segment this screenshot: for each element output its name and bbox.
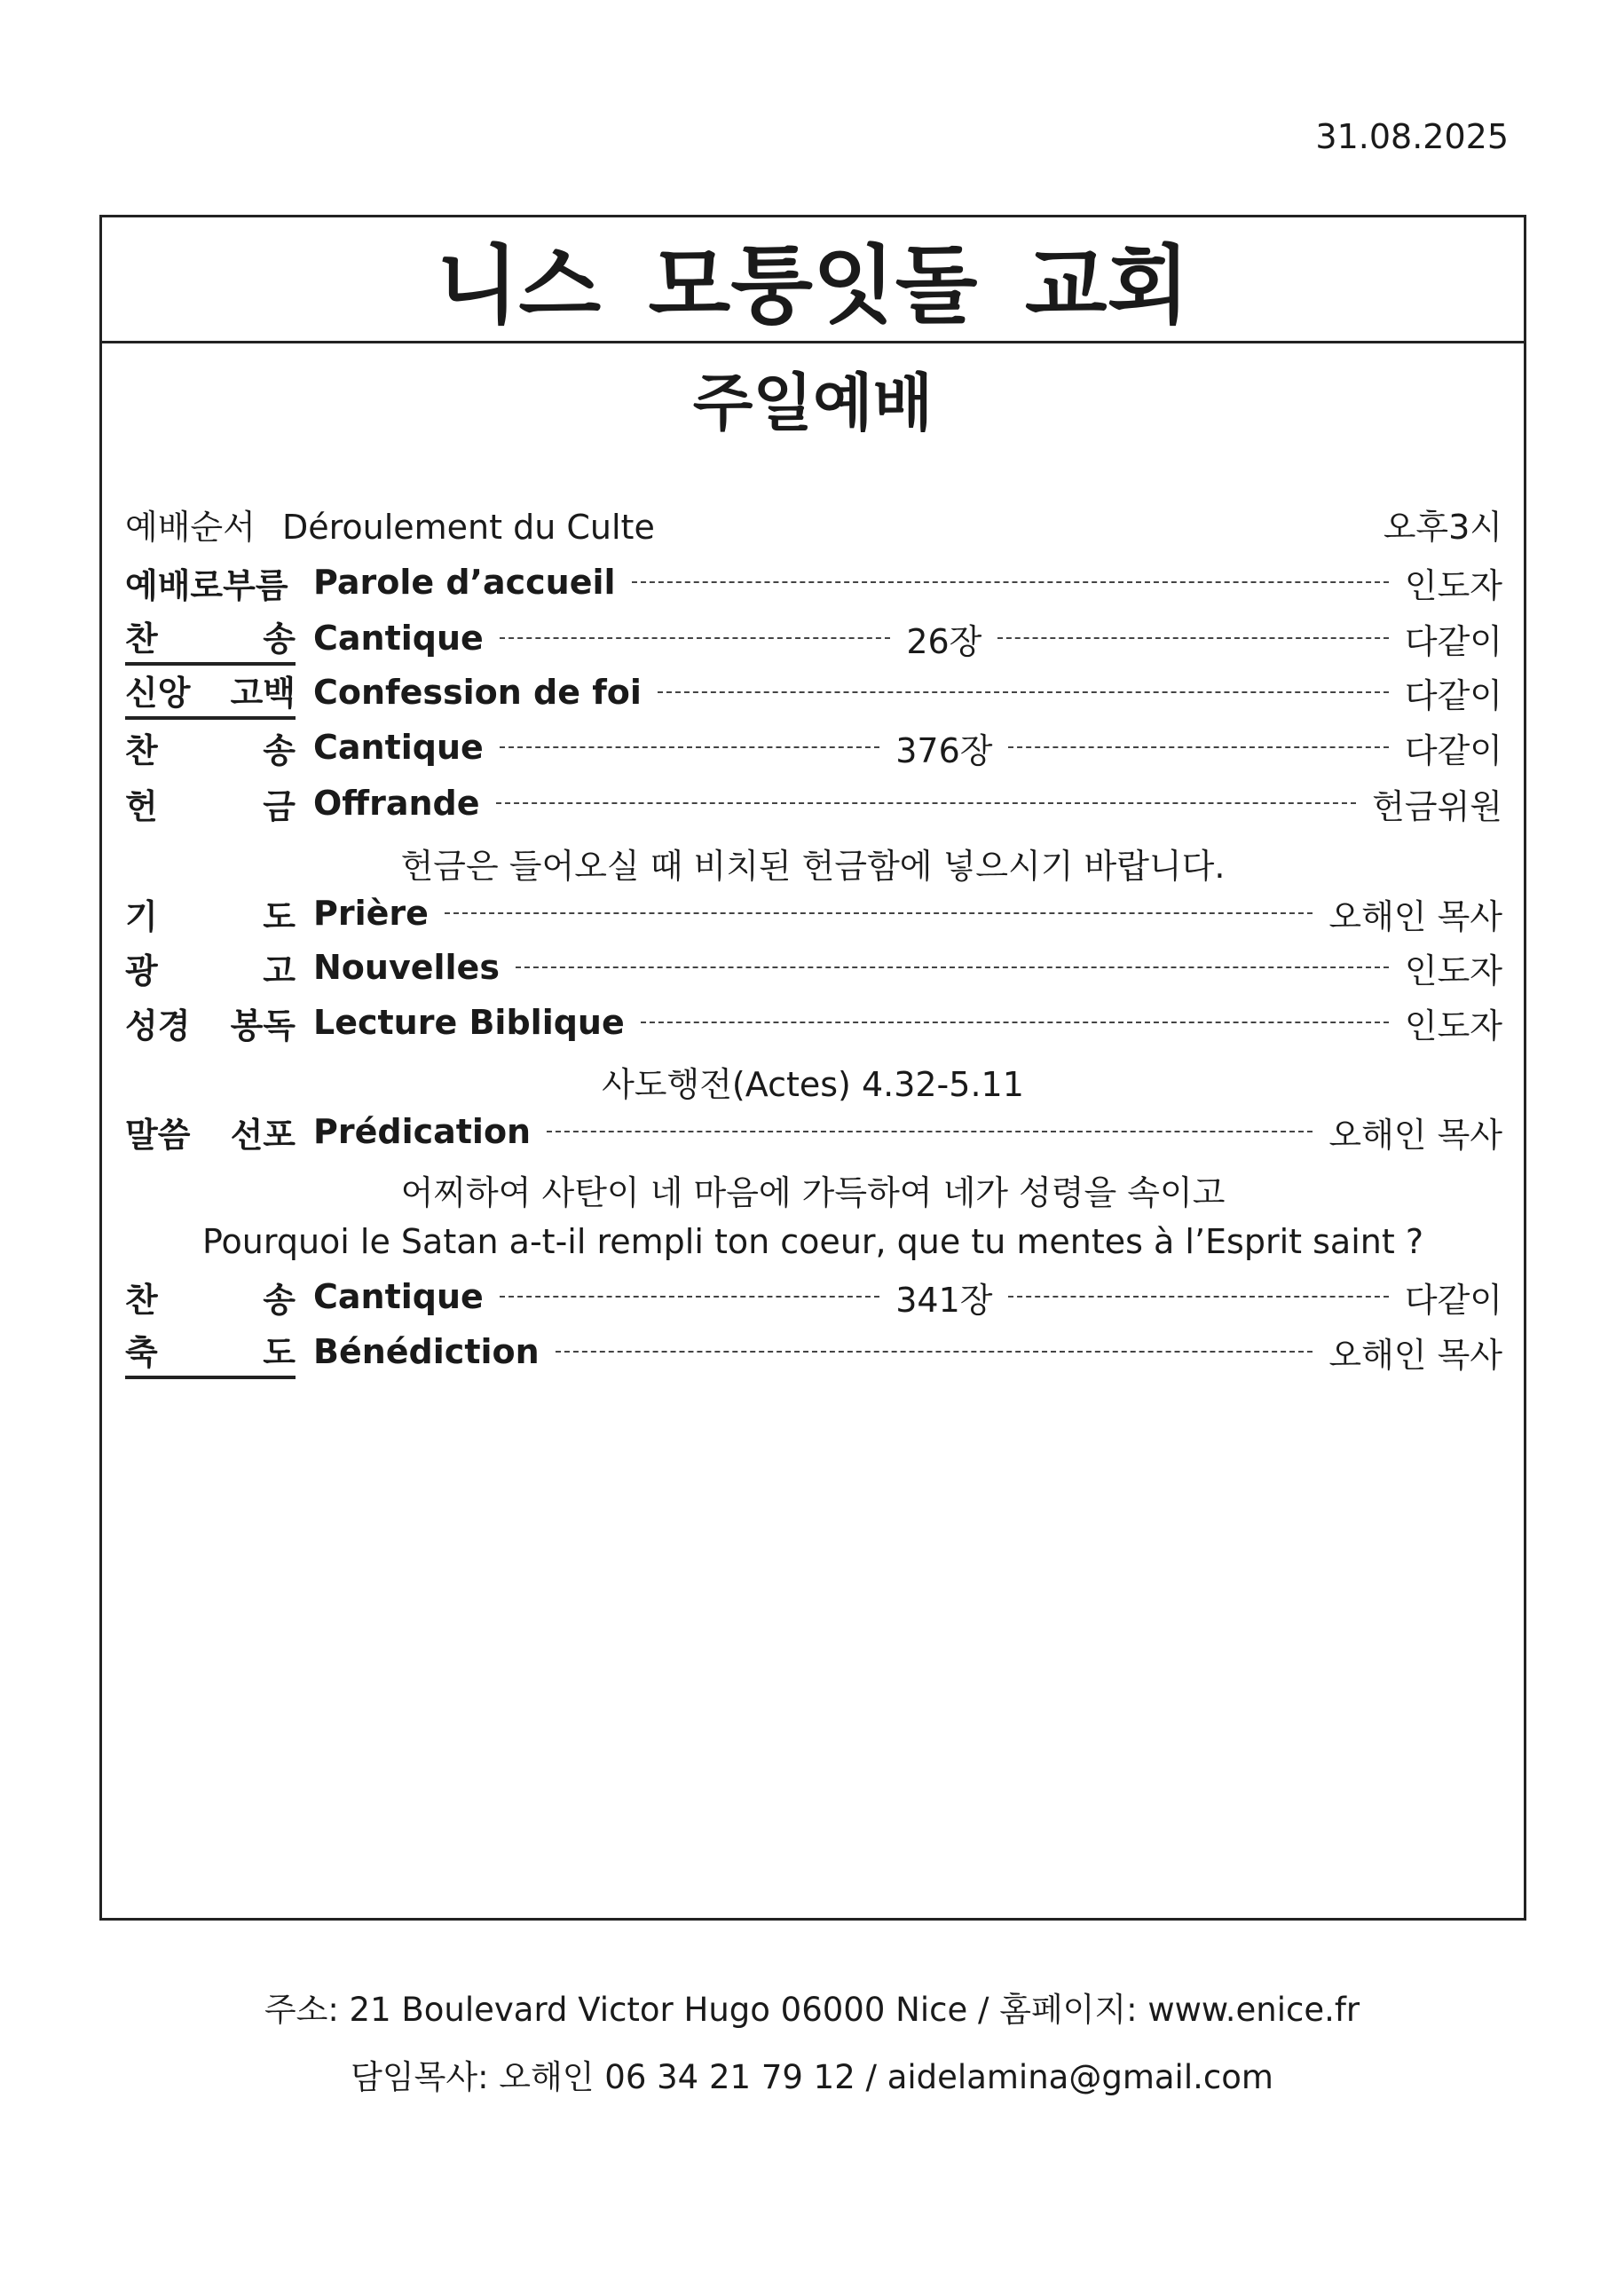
leader-dots — [500, 746, 879, 748]
leader-dots — [997, 637, 1389, 639]
leader-dots — [658, 691, 1389, 693]
item-leader: 다같이 — [1404, 621, 1502, 661]
order-item-benediction: 축 도 Bénédiction 오해인 목사 — [125, 1325, 1502, 1378]
leader-dots — [445, 912, 1313, 914]
leader-dots — [1008, 1296, 1388, 1298]
item-ko-label: 광 — [125, 951, 158, 990]
item-fr-label: Bénédiction — [313, 1332, 540, 1371]
order-label-ko: 예배순서 — [125, 508, 256, 547]
bulletin-date: 31.08.2025 — [1315, 117, 1509, 156]
item-fr-label: Offrande — [313, 784, 480, 823]
item-leader: 오해인 목사 — [1328, 1335, 1502, 1375]
footer-pastor-contact: 담임목사: 오해인 06 34 21 79 12 / aidelamina@gmail.com — [351, 2058, 1273, 2096]
item-leader: 오해인 목사 — [1328, 1115, 1502, 1155]
item-leader: 인도자 — [1404, 565, 1502, 605]
item-leader: 오해인 목사 — [1328, 896, 1502, 936]
order-item-offering: 헌 금 Offrande 헌금위원 — [125, 777, 1502, 830]
order-item-hymn-1: 찬 송 Cantique 26장 다같이 — [125, 611, 1502, 665]
order-item-hymn-3: 찬 송 Cantique 341장 다같이 — [125, 1270, 1502, 1323]
leader-dots — [500, 637, 891, 639]
order-label-fr: Déroulement du Culte — [281, 508, 655, 547]
leader-dots — [641, 1022, 1389, 1023]
item-leader: 인도자 — [1404, 1006, 1502, 1045]
item-ko-label: 찬 — [125, 730, 158, 770]
order-item-prayer: 기 도 Prière 오해인 목사 — [125, 887, 1502, 940]
item-leader: 다같이 — [1404, 730, 1502, 770]
item-ko-label: 축 — [125, 1332, 158, 1372]
leader-dots — [1008, 746, 1388, 748]
item-fr-label: Parole d’accueil — [313, 563, 616, 602]
item-leader: 헌금위원 — [1372, 786, 1502, 826]
footer-address: 주소: 21 Boulevard Victor Hugo 06000 Nice / 홈페이지: www.enice.fr — [264, 1991, 1360, 2029]
item-ko-label: 찬 — [125, 619, 158, 659]
item-fr-label: Prière — [313, 894, 429, 933]
hymn-number: 26장 — [906, 621, 982, 661]
leader-dots — [516, 966, 1389, 968]
item-fr-label: Lecture Biblique — [313, 1003, 625, 1042]
item-ko-label: 헌 — [125, 786, 158, 826]
bulletin-frame — [99, 215, 1526, 1921]
offering-note: 헌금은 들어오실 때 비치된 헌금함에 넣으시기 바랍니다. — [400, 847, 1226, 886]
leader-dots — [496, 802, 1357, 804]
order-item-reading: 성경 봉독 Lecture Biblique 인도자 — [125, 996, 1502, 1049]
item-fr-label: Nouvelles — [313, 948, 500, 987]
order-item-confession: 신앙 고백 Confession de foi 다같이 — [125, 666, 1502, 719]
leader-dots — [556, 1351, 1313, 1353]
order-item-welcome — [125, 556, 1502, 609]
scripture-reference: 사도행전(Actes) 4.32-5.11 — [602, 1065, 1024, 1104]
order-item-hymn-2: 찬 송 Cantique 376장 다같이 — [125, 721, 1502, 774]
leader-dots — [547, 1131, 1313, 1132]
leader-dots — [500, 1296, 879, 1298]
hymn-number: 341장 — [895, 1280, 993, 1320]
hymn-number: 376장 — [895, 730, 993, 770]
item-fr-label: Confession de foi — [313, 673, 642, 712]
item-ko-label: 예배로부름 — [125, 565, 288, 605]
sermon-title-ko: 어찌하여 사탄이 네 마음에 가득하여 네가 성령을 속이고 — [400, 1173, 1226, 1212]
item-ko-label: 성경 — [125, 1006, 191, 1045]
sermon-title-fr: Pourquoi le Satan a-t-il rempli ton coeur, que tu mentes à l’Esprit saint ? — [201, 1222, 1424, 1261]
item-fr-label: Cantique — [313, 619, 484, 658]
church-title: 니스 모퉁잇돌 교회 — [102, 217, 1524, 343]
item-fr-label: Cantique — [313, 728, 484, 767]
item-ko-label: 찬 — [125, 1280, 158, 1320]
order-header — [125, 500, 1502, 548]
item-ko-label: 기 — [125, 896, 158, 936]
item-leader: 다같이 — [1404, 1280, 1502, 1320]
item-leader: 인도자 — [1404, 951, 1502, 990]
service-title: 주일예배 — [692, 367, 934, 439]
item-fr-label: Cantique — [313, 1277, 484, 1316]
item-leader: 다같이 — [1404, 675, 1502, 715]
service-time: 오후3시 — [1383, 508, 1502, 547]
item-fr-label: Prédication — [313, 1112, 532, 1151]
order-item-news: 광 고 Nouvelles 인도자 — [125, 941, 1502, 994]
item-ko-label: 신앙 — [125, 673, 191, 713]
item-ko-label: 말씀 — [125, 1115, 191, 1155]
order-item-sermon: 말씀 선포 Prédication 오해인 목사 — [125, 1105, 1502, 1158]
leader-dots — [632, 581, 1389, 583]
